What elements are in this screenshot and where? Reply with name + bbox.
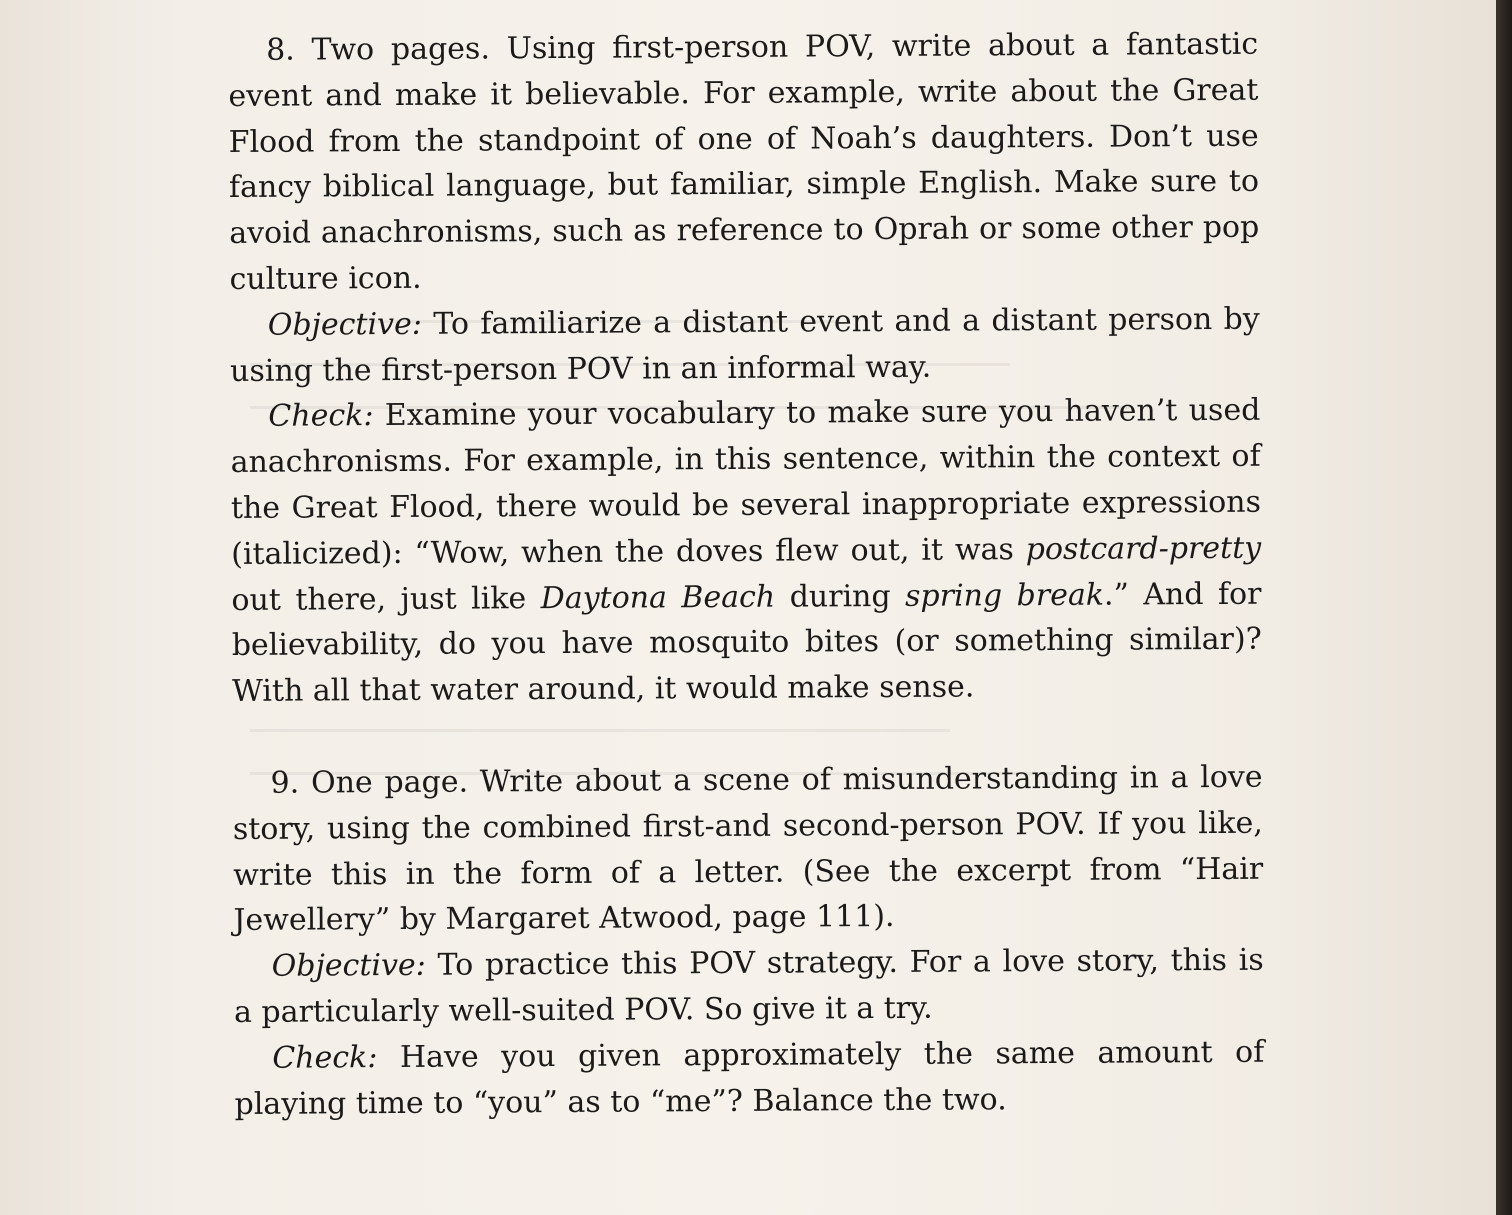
exercise-9-check bbox=[234, 1029, 1265, 1127]
exercise-9-objective-label: Objective: bbox=[271, 947, 426, 984]
exercise-8-check-italic-3: spring break bbox=[904, 577, 1105, 614]
exercise-9-check-text: Have you given approximately the same amount of playing time to “you” as to “me”? Balance the two. bbox=[234, 1034, 1265, 1122]
exercise-8-number: 8. bbox=[266, 32, 295, 68]
exercise-8-check-italic-1: postcard-pretty bbox=[1025, 530, 1262, 567]
exercise-9-objective-text: To practice this POV strategy. For a love story, this is a particularly well-suited POV. So give it a try. bbox=[233, 942, 1264, 1030]
exercise-8-check-italic-2: Daytona Beach bbox=[540, 579, 776, 616]
exercise-9-prompt bbox=[232, 755, 1263, 944]
exercise-9-number: 9. bbox=[270, 765, 300, 801]
page-text bbox=[228, 22, 1265, 1128]
exercise-8-objective-text: To familiarize a distant event and a distant person by using the first-person POV in an informal way. bbox=[229, 301, 1260, 389]
exercise-9-prompt-text: One page. Write about a scene of misunderstanding in a love story, using the combined first-and second-person POV. If you like, write this in the form of a letter. (See the excerpt from “Hair Jewellery” by Margaret Atwood, page 111). bbox=[232, 759, 1264, 939]
exercise-8-check bbox=[230, 388, 1262, 715]
page-edge-shadow bbox=[1496, 0, 1512, 1215]
exercise-8-prompt-text: Two pages. Using first-person POV, write about a fantastic event and make it believable. For example, write about the Great Flood from the standpoint of one of Noah’s daughters. Don’t use fancy biblical language, but familiar, simple English. Make sure to avoid anachronisms, such as reference to Oprah or some other pop culture icon. bbox=[228, 26, 1260, 297]
exercise-8-check-text-4: .” And for believability, do you have mosquito bites (or something similar)? With all that water around, it would make sense. bbox=[231, 576, 1262, 710]
exercise-spacer bbox=[232, 709, 1262, 761]
exercise-9-check-label: Check: bbox=[272, 1039, 378, 1076]
exercise-8-check-label: Check: bbox=[268, 398, 374, 435]
exercise-8-objective bbox=[230, 296, 1261, 394]
exercise-8-objective-label: Objective: bbox=[267, 306, 423, 343]
exercise-8-check-text-1: Examine your vocabulary to make sure you haven’t used anachronisms. For example, in this sentence, within the context of the Great Flood, there would be several inappropriate expressions (italicized): “Wow, when the doves flew out, it was bbox=[230, 393, 1262, 572]
exercise-9-objective bbox=[234, 938, 1265, 1036]
exercise-8-check-text-3: during bbox=[789, 578, 891, 615]
exercise-8-check-text-2: out there, just like bbox=[231, 580, 527, 618]
exercise-8-prompt bbox=[228, 22, 1260, 303]
